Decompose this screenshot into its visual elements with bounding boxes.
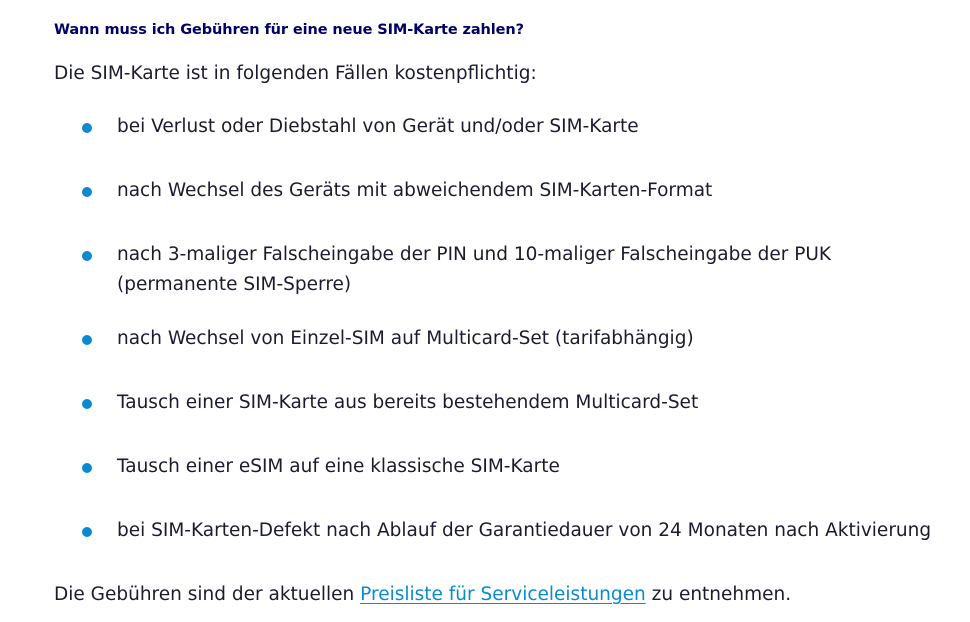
price-list-link[interactable]: Preisliste für Serviceleistungen <box>360 584 646 605</box>
faq-question-heading: Wann muss ich Gebühren für eine neue SIM-Karte zahlen? <box>54 22 524 38</box>
bullet-dot-icon <box>82 399 92 409</box>
bullet-dot-icon <box>82 123 92 133</box>
bullet-dot-icon <box>82 251 92 261</box>
list-item-text: bei SIM-Karten-Defekt nach Ablauf der Garantiedauer von 24 Monaten nach Aktivierung <box>117 520 932 541</box>
bullet-dot-icon <box>82 335 92 345</box>
list-item-text: Tausch einer SIM-Karte aus bereits bestehendem Multicard-Set <box>117 392 699 413</box>
bullet-dot-icon <box>82 463 92 473</box>
list-item-text: bei Verlust oder Diebstahl von Gerät und/oder SIM-Karte <box>117 116 639 137</box>
fee-reference-note <box>54 581 791 609</box>
fee-note-prefix: Die Gebühren sind der aktuellen <box>54 584 361 605</box>
list-item-text: nach Wechsel des Geräts mit abweichendem SIM-Karten-Format <box>117 180 713 201</box>
list-item-text: nach Wechsel von Einzel-SIM auf Multicard-Set (tarifabhängig) <box>117 328 694 349</box>
bullet-dot-icon <box>82 527 92 537</box>
list-item-text: nach 3-maliger Falscheingabe der PIN und 10-maliger Falscheingabe der PUK (permanente SIM-Sperre) <box>117 244 832 295</box>
list-item-text: Tausch einer eSIM auf eine klassische SIM-Karte <box>117 456 560 477</box>
intro-text: Die SIM-Karte ist in folgenden Fällen kostenpflichtig: <box>54 63 537 84</box>
bullet-dot-icon <box>82 187 92 197</box>
fee-note-suffix: zu entnehmen. <box>645 584 792 605</box>
